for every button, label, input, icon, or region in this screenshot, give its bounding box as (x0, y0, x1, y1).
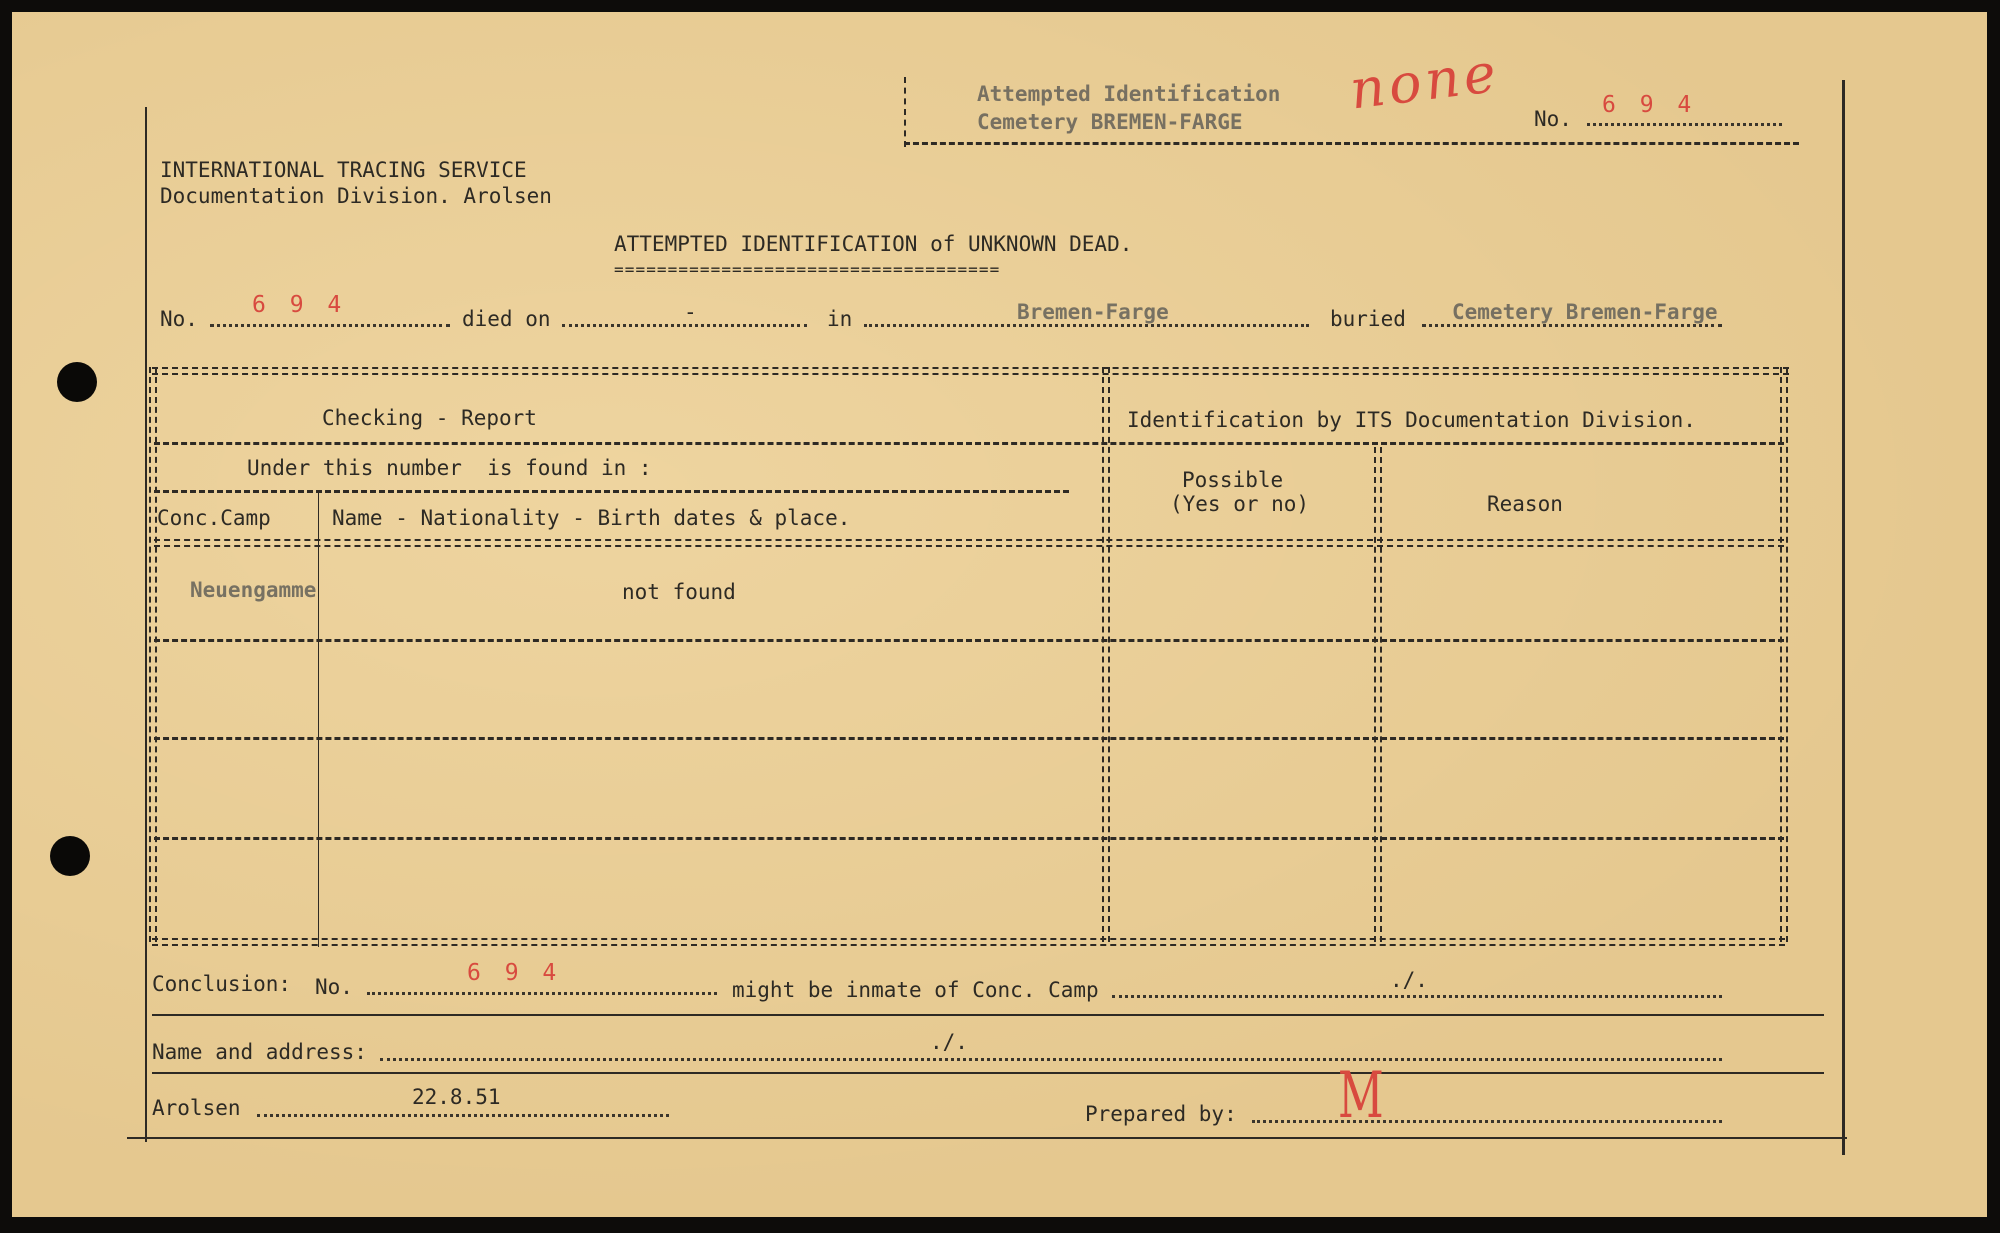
identification-header: Identification by ITS Documentation Division. (1127, 408, 1696, 432)
table-row-1-line (154, 639, 1784, 642)
table-row-1-camp: Neuengamme (190, 578, 317, 602)
frame-left-line (145, 107, 147, 1142)
place-of-death: Bremen-Farge (1017, 300, 1169, 324)
name-address-dots (380, 1058, 1722, 1061)
found-in-underline (154, 490, 1069, 493)
conclusion-rule (152, 1014, 1824, 1016)
conclusion-label: Conclusion: (152, 972, 292, 996)
checking-report-header: Checking - Report (322, 406, 537, 430)
record-no-value: 6 9 4 (252, 292, 347, 318)
col-header-possible-2: (Yes or no) (1170, 492, 1310, 516)
punch-hole-top (57, 362, 97, 402)
org-name: INTERNATIONAL TRACING SERVICE (160, 158, 527, 182)
table-header-line (154, 442, 1784, 445)
died-on-label: died on (462, 307, 551, 331)
conclusion-camp-value: ./. (1390, 968, 1428, 992)
table-row-1-details: not found (622, 580, 736, 604)
stamp-no-dots (1587, 123, 1782, 126)
table-row-2-line (154, 737, 1784, 740)
col-header-details: Name - Nationality - Birth dates & place. (332, 506, 851, 530)
stamp-box-bottom (904, 142, 1799, 145)
table-row-3-line (154, 837, 1784, 840)
buried-label: buried (1330, 307, 1406, 331)
name-address-label: Name and address: (152, 1040, 367, 1064)
record-no-dots (210, 324, 450, 327)
table-right-border (1780, 367, 1788, 942)
table-bottom-border (152, 938, 1785, 946)
table-top-border (152, 367, 1789, 375)
in-dots (864, 324, 1309, 327)
stamp-no-label: No. (1534, 107, 1572, 131)
conclusion-camp-dots (1112, 995, 1722, 998)
org-division: Documentation Division. Arolsen (160, 184, 552, 208)
punch-hole-bottom (50, 836, 90, 876)
conclusion-no-dots (367, 992, 717, 995)
date-dots (257, 1114, 669, 1117)
conclusion-no-value: 6 9 4 (467, 960, 562, 986)
stamp-cemetery: Cemetery BREMEN-FARGE (977, 110, 1243, 134)
frame-bottom-line (127, 1137, 1847, 1139)
table-header-bottom (154, 539, 1784, 547)
table-left-border (149, 367, 157, 942)
handwritten-none: none (1346, 40, 1503, 122)
died-on-value: - (684, 300, 697, 324)
conclusion-text: might be inmate of Conc. Camp (732, 978, 1099, 1002)
burial-place: Cemetery Bremen-Farge (1452, 300, 1718, 324)
col-header-possible-1: Possible (1182, 468, 1284, 492)
table-camp-divider (318, 492, 319, 947)
frame-right-line (1842, 80, 1845, 1155)
name-address-rule (152, 1072, 1824, 1074)
in-label: in (827, 307, 853, 331)
col-header-camp: Conc.Camp (157, 506, 271, 530)
col-header-reason: Reason (1487, 492, 1563, 516)
document-title: ATTEMPTED IDENTIFICATION of UNKNOWN DEAD. (614, 232, 1133, 256)
table-possible-divider (1374, 447, 1382, 942)
stamp-title: Attempted Identification (977, 82, 1281, 106)
index-card (12, 12, 1987, 1217)
record-no-label: No. (160, 307, 198, 331)
stamp-no-value: 6 9 4 (1602, 92, 1697, 118)
name-address-value: ./. (930, 1030, 968, 1054)
died-on-dots (562, 324, 807, 327)
date-value: 22.8.51 (412, 1085, 501, 1109)
table-middle-divider (1102, 367, 1110, 942)
place-label: Arolsen (152, 1096, 241, 1120)
found-in-label: Under this number is found in : (247, 456, 652, 480)
buried-dots (1422, 324, 1722, 327)
prepared-by-label: Prepared by: (1085, 1102, 1237, 1126)
title-underline: ==================================== (614, 260, 1001, 279)
prepared-by-initial: M (1337, 1059, 1384, 1133)
stamp-box-left (904, 77, 906, 147)
prepared-by-dots (1252, 1120, 1722, 1123)
conclusion-no-label: No. (315, 975, 353, 999)
